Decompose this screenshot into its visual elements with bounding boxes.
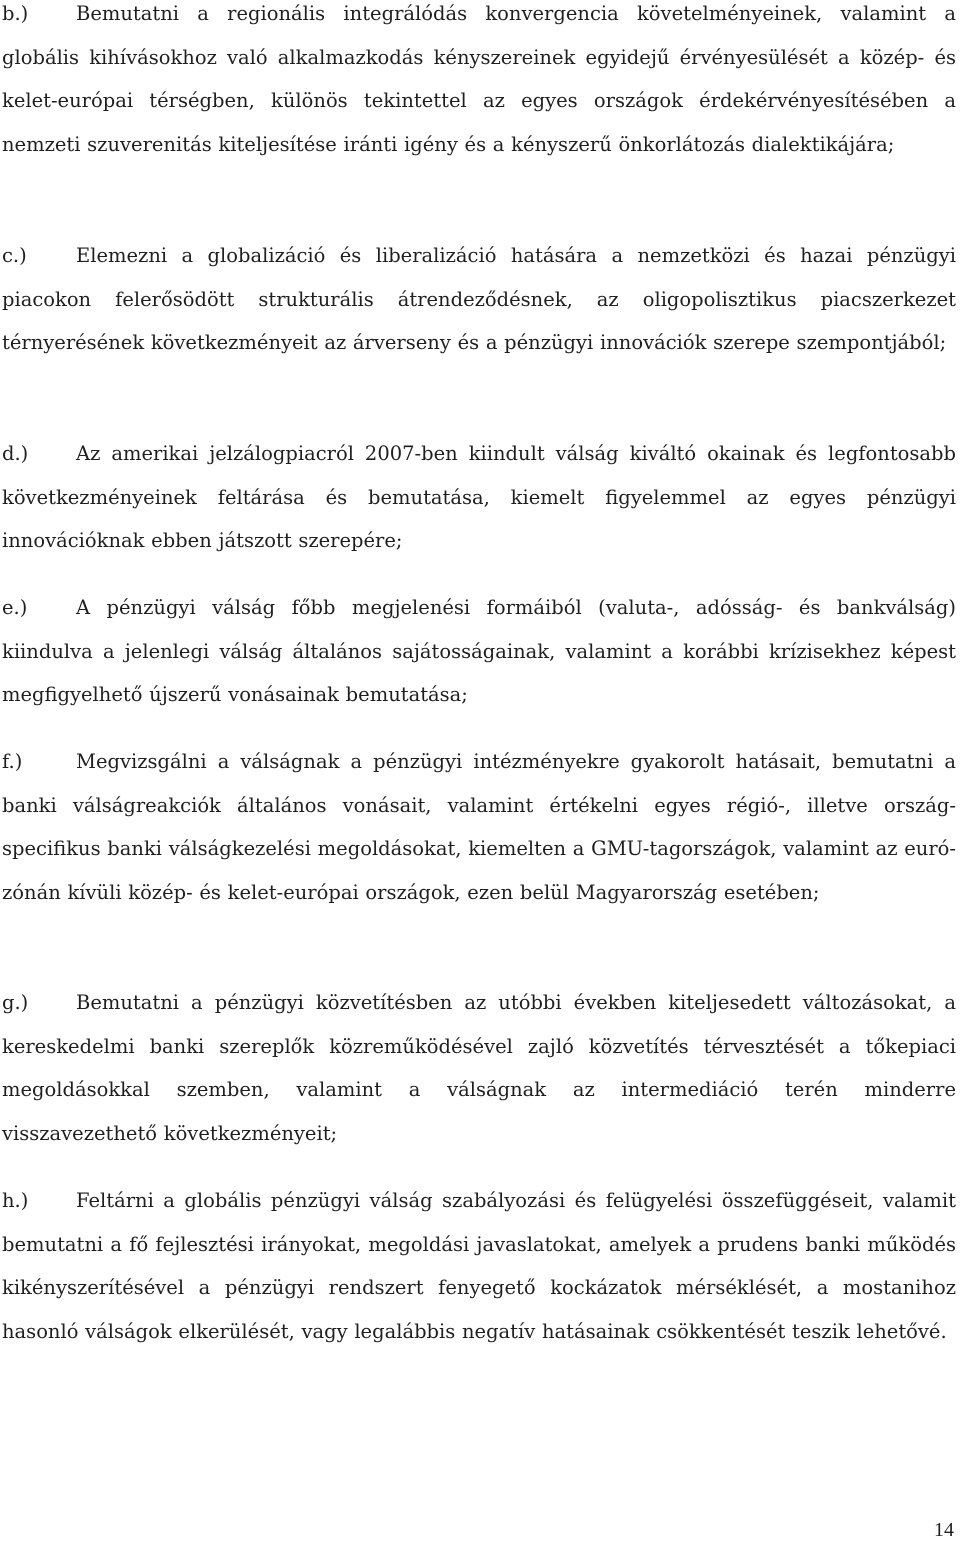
list-item-b: [2, 0, 956, 167]
list-item-marker: b.): [2, 2, 29, 25]
list-item-f: [2, 740, 956, 915]
list-item-c: [2, 234, 956, 365]
list-item-marker: e.): [2, 596, 28, 619]
list-item-text: Az amerikai jelzálogpiacról 2007-ben kiindult válság kiváltó okainak és legfontosabb következményeinek feltárása és bemutatása, kiemelt figyelemmel az egyes pénzügyi innovációknak ebben játszott szerepére;: [2, 442, 956, 553]
list-item-marker: g.): [2, 991, 29, 1014]
list-item-text: Bemutatni a regionális integrálódás konvergencia követelményeinek, valamint a globális kihívásokhoz való alkalmazkodás kényszereinek egyidejű érvényesülését a közép- és kelet-európai térségben, különös tekintettel az egyes országok érdekérvényesítésében a nemzeti szuverenitás kiteljesítése iránti igény és a kényszerű önkorlátozás dialektikájára;: [2, 2, 956, 157]
list-item-g: [2, 981, 956, 1156]
list-item-text: Megvizsgálni a válságnak a pénzügyi intézményekre gyakorolt hatásait, bemutatni a banki válságreakciók általános vonásait, valamint értékelni egyes régió-, illetve ország-specifikus banki válságkezelési megoldásokat, kiemelten a GMU-tagországok, valamint az euró-zónán kívüli közép- és kelet-európai országok, ezen belül Magyarország esetében;: [2, 750, 956, 905]
list-item-text: Feltárni a globális pénzügyi válság szabályozási és felügyelési összefüggéseit, valamit bemutatni a fő fejlesztési irányokat, megoldási javaslatokat, amelyek a prudens banki működés kikényszerítésével a pénzügyi rendszert fenyegető kockázatok mérséklését, a mostanihoz hasonló válságok elkerülését, vagy legalábbis negatív hatásainak csökkentését teszik lehetővé.: [2, 1189, 956, 1344]
list-item-marker: c.): [2, 244, 27, 267]
list-item-marker: h.): [2, 1189, 29, 1212]
page-number: 14: [934, 1519, 954, 1541]
list-item-text: Elemezni a globalizáció és liberalizáció hatására a nemzetközi és hazai pénzügyi piacokon felerősödött strukturális átrendeződésnek, az oligopolisztikus piacszerkezet térnyerésének következményeit az árverseny és a pénzügyi innovációk szerepe szempontjából;: [2, 244, 956, 355]
list-item-marker: f.): [2, 750, 23, 773]
list-item-marker: d.): [2, 442, 29, 465]
list-item-e: [2, 586, 956, 717]
list-item-text: Bemutatni a pénzügyi közvetítésben az utóbbi években kiteljesedett változásokat, a kereskedelmi banki szereplők közreműködésével zajló közvetítés térvesztését a tőkepiaci megoldásokkal szemben, valamint a válságnak az intermediáció terén minderre visszavezethető következményeit;: [2, 991, 956, 1146]
list-item-text: A pénzügyi válság főbb megjelenési formáiból (valuta-, adósság- és bankválság) kiindulva a jelenlegi válság általános sajátosságainak, valamint a korábbi krízisekhez képest megfigyelhető újszerű vonásainak bemutatása;: [2, 596, 956, 707]
list-item-h: [2, 1179, 956, 1354]
list-item-d: [2, 432, 956, 563]
